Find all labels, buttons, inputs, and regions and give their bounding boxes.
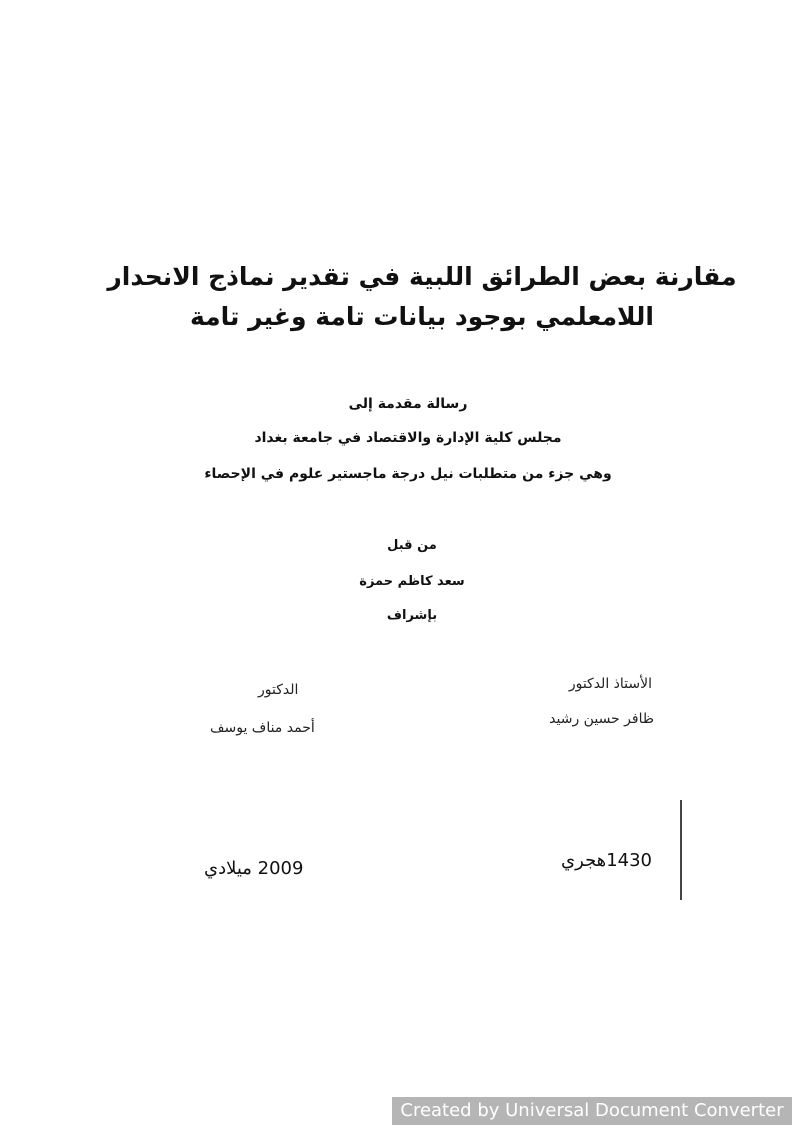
converter-watermark: Created by Universal Document Converter — [392, 1097, 792, 1125]
thesis-title-line-1: مقارنة بعض الطرائق اللبية في تقدير نماذج الانحدار — [107, 262, 737, 291]
supervisor-2-name: أحمد مناف يوسف — [210, 720, 315, 736]
supervisor-1-title: الأستاذ الدكتور — [568, 676, 652, 692]
supervision-label: بإشراف — [386, 608, 438, 623]
submission-line-3: وهي جزء من متطلبات نيل درجة ماجستير علوم في الإحصاء — [204, 466, 612, 482]
margin-mark — [680, 800, 682, 900]
submission-line-1: رسالة مقدمة إلى — [348, 396, 468, 412]
author-name: سعد كاظم حمزة — [359, 574, 465, 589]
submission-line-2: مجلس كلية الإدارة والاقتصاد في جامعة بغداد — [254, 430, 562, 446]
gregorian-date: 2009 ميلادي — [204, 858, 304, 879]
hijri-date: 1430هجري — [561, 850, 652, 871]
supervisor-1-name: ظافر حسين رشيد — [549, 711, 654, 727]
thesis-title-line-2: اللامعلمي بوجود بيانات تامة وغير تامة — [190, 302, 654, 331]
supervisor-2-title: الدكتور — [258, 682, 299, 698]
by-label: من قبل — [387, 538, 437, 553]
